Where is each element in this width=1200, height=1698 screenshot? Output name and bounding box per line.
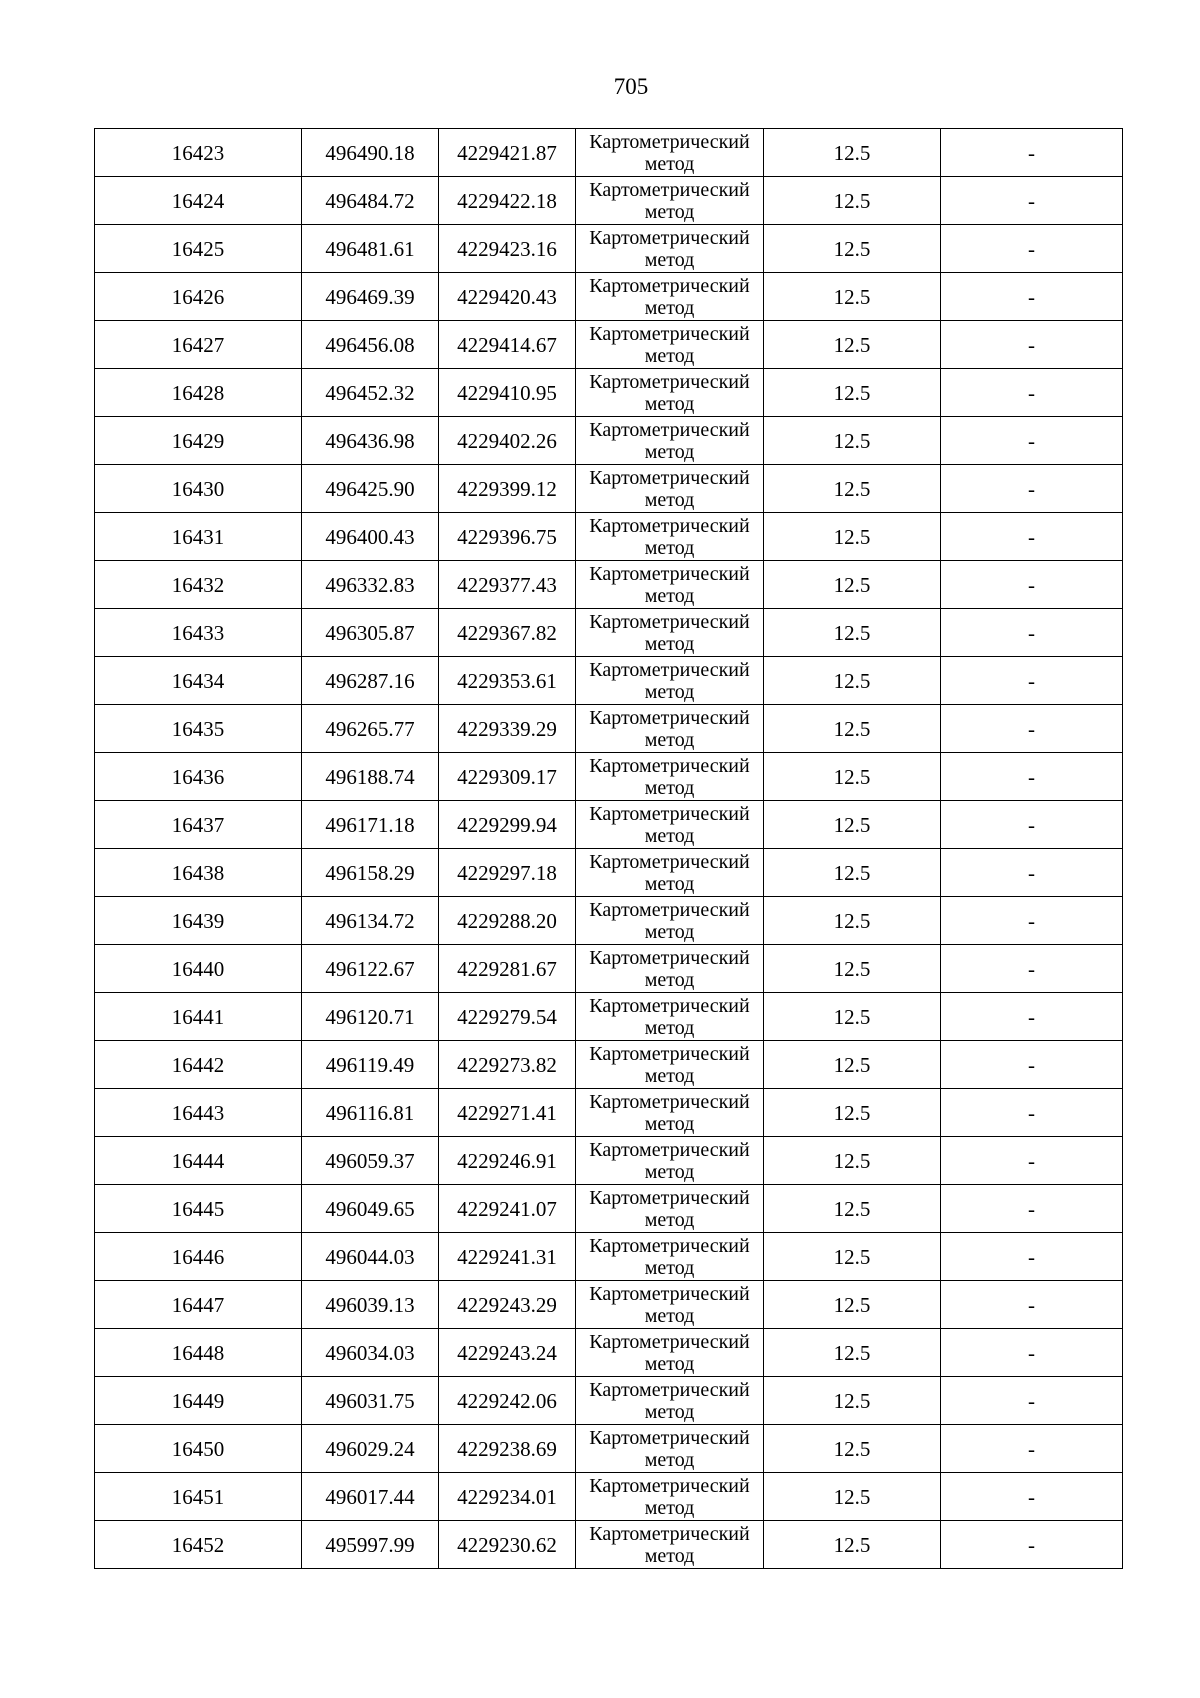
- table-row: [95, 561, 1123, 609]
- method-text-line2: метод: [644, 1353, 695, 1375]
- method-cell: [576, 945, 764, 993]
- point-number-cell: 16445: [95, 1185, 302, 1233]
- point-number-cell: 16446: [95, 1233, 302, 1281]
- table-row: [95, 1329, 1123, 1377]
- note-cell: -: [941, 417, 1123, 465]
- x-coordinate-cell: 496116.81: [302, 1089, 439, 1137]
- table-row: [95, 1041, 1123, 1089]
- table-row: [95, 993, 1123, 1041]
- note-cell: -: [941, 273, 1123, 321]
- y-coordinate-cell: 4229246.91: [439, 1137, 576, 1185]
- precision-cell: 12.5: [764, 609, 941, 657]
- method-text-line2: метод: [644, 1065, 695, 1087]
- method-cell: [576, 321, 764, 369]
- method-cell: [576, 129, 764, 177]
- method-text-line2: метод: [644, 1113, 695, 1135]
- x-coordinate-cell: 496044.03: [302, 1233, 439, 1281]
- point-number-cell: 16424: [95, 177, 302, 225]
- method-cell: [576, 1521, 764, 1569]
- precision-cell: 12.5: [764, 705, 941, 753]
- x-coordinate-cell: 495997.99: [302, 1521, 439, 1569]
- note-cell: -: [941, 1329, 1123, 1377]
- x-coordinate-cell: 496122.67: [302, 945, 439, 993]
- x-coordinate-cell: 496134.72: [302, 897, 439, 945]
- note-cell: -: [941, 1281, 1123, 1329]
- point-number-cell: 16425: [95, 225, 302, 273]
- y-coordinate-cell: 4229410.95: [439, 369, 576, 417]
- precision-cell: 12.5: [764, 1521, 941, 1569]
- x-coordinate-cell: 496332.83: [302, 561, 439, 609]
- method-cell: [576, 1089, 764, 1137]
- method-cell: [576, 1425, 764, 1473]
- method-text-line2: метод: [644, 969, 695, 991]
- note-cell: -: [941, 1137, 1123, 1185]
- table-row: [95, 129, 1123, 177]
- y-coordinate-cell: 4229309.17: [439, 753, 576, 801]
- method-text-line2: метод: [644, 633, 695, 655]
- method-text-line2: метод: [644, 681, 695, 703]
- method-text-line2: метод: [644, 537, 695, 559]
- precision-cell: 12.5: [764, 897, 941, 945]
- x-coordinate-cell: 496119.49: [302, 1041, 439, 1089]
- method-text-line1: Картометрический: [589, 1427, 750, 1449]
- precision-cell: 12.5: [764, 849, 941, 897]
- point-number-cell: 16452: [95, 1521, 302, 1569]
- point-number-cell: 16426: [95, 273, 302, 321]
- precision-cell: 12.5: [764, 561, 941, 609]
- x-coordinate-cell: 496305.87: [302, 609, 439, 657]
- method-text-line2: метод: [644, 585, 695, 607]
- point-number-cell: 16431: [95, 513, 302, 561]
- table-row: [95, 801, 1123, 849]
- point-number-cell: 16429: [95, 417, 302, 465]
- y-coordinate-cell: 4229241.07: [439, 1185, 576, 1233]
- x-coordinate-cell: 496452.32: [302, 369, 439, 417]
- point-number-cell: 16448: [95, 1329, 302, 1377]
- point-number-cell: 16437: [95, 801, 302, 849]
- page-number: 705: [613, 74, 649, 99]
- point-number-cell: 16442: [95, 1041, 302, 1089]
- precision-cell: 12.5: [764, 657, 941, 705]
- precision-cell: 12.5: [764, 1233, 941, 1281]
- method-text-line1: Картометрический: [589, 1379, 750, 1401]
- method-text-line1: Картометрический: [589, 1475, 750, 1497]
- table-row: [95, 657, 1123, 705]
- method-cell: [576, 1185, 764, 1233]
- x-coordinate-cell: 496481.61: [302, 225, 439, 273]
- y-coordinate-cell: 4229299.94: [439, 801, 576, 849]
- note-cell: -: [941, 849, 1123, 897]
- y-coordinate-cell: 4229339.29: [439, 705, 576, 753]
- method-text-line2: метод: [644, 921, 695, 943]
- y-coordinate-cell: 4229271.41: [439, 1089, 576, 1137]
- table-row: [95, 705, 1123, 753]
- precision-cell: 12.5: [764, 369, 941, 417]
- method-cell: [576, 1473, 764, 1521]
- table-row: [95, 177, 1123, 225]
- method-text-line1: Картометрический: [589, 707, 750, 729]
- method-text-line1: Картометрический: [589, 947, 750, 969]
- table-row: [95, 1425, 1123, 1473]
- point-number-cell: 16436: [95, 753, 302, 801]
- note-cell: -: [941, 945, 1123, 993]
- note-cell: -: [941, 1185, 1123, 1233]
- method-cell: [576, 1281, 764, 1329]
- method-text-line1: Картометрический: [589, 467, 750, 489]
- note-cell: -: [941, 561, 1123, 609]
- method-text-line1: Картометрический: [589, 899, 750, 921]
- note-cell: -: [941, 369, 1123, 417]
- y-coordinate-cell: 4229279.54: [439, 993, 576, 1041]
- x-coordinate-cell: 496120.71: [302, 993, 439, 1041]
- point-number-cell: 16447: [95, 1281, 302, 1329]
- method-text-line1: Картометрический: [589, 1235, 750, 1257]
- method-text-line2: метод: [644, 825, 695, 847]
- point-number-cell: 16428: [95, 369, 302, 417]
- y-coordinate-cell: 4229243.29: [439, 1281, 576, 1329]
- note-cell: -: [941, 1041, 1123, 1089]
- precision-cell: 12.5: [764, 1185, 941, 1233]
- note-cell: -: [941, 705, 1123, 753]
- x-coordinate-cell: 496049.65: [302, 1185, 439, 1233]
- method-text-line1: Картометрический: [589, 1331, 750, 1353]
- note-cell: -: [941, 1473, 1123, 1521]
- y-coordinate-cell: 4229420.43: [439, 273, 576, 321]
- precision-cell: 12.5: [764, 993, 941, 1041]
- method-cell: [576, 1137, 764, 1185]
- x-coordinate-cell: 496425.90: [302, 465, 439, 513]
- table-row: [95, 1185, 1123, 1233]
- precision-cell: 12.5: [764, 177, 941, 225]
- point-number-cell: 16432: [95, 561, 302, 609]
- method-cell: [576, 753, 764, 801]
- table-row: [95, 849, 1123, 897]
- method-cell: [576, 657, 764, 705]
- method-cell: [576, 849, 764, 897]
- method-text-line1: Картометрический: [589, 131, 750, 153]
- method-text-line2: метод: [644, 1497, 695, 1519]
- note-cell: -: [941, 897, 1123, 945]
- x-coordinate-cell: 496039.13: [302, 1281, 439, 1329]
- method-text-line2: метод: [644, 393, 695, 415]
- method-text-line1: Картометрический: [589, 1091, 750, 1113]
- x-coordinate-cell: 496484.72: [302, 177, 439, 225]
- point-number-cell: 16443: [95, 1089, 302, 1137]
- method-text-line2: метод: [644, 729, 695, 751]
- y-coordinate-cell: 4229238.69: [439, 1425, 576, 1473]
- precision-cell: 12.5: [764, 1329, 941, 1377]
- note-cell: -: [941, 1521, 1123, 1569]
- method-text-line2: метод: [644, 777, 695, 799]
- method-text-line2: метод: [644, 1401, 695, 1423]
- method-cell: [576, 513, 764, 561]
- x-coordinate-cell: 496469.39: [302, 273, 439, 321]
- precision-cell: 12.5: [764, 1137, 941, 1185]
- note-cell: -: [941, 609, 1123, 657]
- point-number-cell: 16439: [95, 897, 302, 945]
- point-number-cell: 16449: [95, 1377, 302, 1425]
- method-text-line2: метод: [644, 441, 695, 463]
- point-number-cell: 16435: [95, 705, 302, 753]
- note-cell: -: [941, 465, 1123, 513]
- method-cell: [576, 225, 764, 273]
- y-coordinate-cell: 4229241.31: [439, 1233, 576, 1281]
- table-row: [95, 1281, 1123, 1329]
- method-cell: [576, 1041, 764, 1089]
- y-coordinate-cell: 4229414.67: [439, 321, 576, 369]
- method-text-line2: метод: [644, 297, 695, 319]
- table-row: [95, 273, 1123, 321]
- method-cell: [576, 897, 764, 945]
- y-coordinate-cell: 4229367.82: [439, 609, 576, 657]
- method-text-line1: Картометрический: [589, 851, 750, 873]
- method-text-line2: метод: [644, 1305, 695, 1327]
- point-number-cell: 16441: [95, 993, 302, 1041]
- x-coordinate-cell: 496188.74: [302, 753, 439, 801]
- table-row: [95, 369, 1123, 417]
- method-text-line1: Картометрический: [589, 659, 750, 681]
- method-text-line1: Картометрический: [589, 515, 750, 537]
- point-number-cell: 16430: [95, 465, 302, 513]
- table-row: [95, 513, 1123, 561]
- method-text-line2: метод: [644, 1209, 695, 1231]
- note-cell: -: [941, 1377, 1123, 1425]
- y-coordinate-cell: 4229421.87: [439, 129, 576, 177]
- method-text-line1: Картометрический: [589, 1187, 750, 1209]
- x-coordinate-cell: 496029.24: [302, 1425, 439, 1473]
- method-cell: [576, 561, 764, 609]
- x-coordinate-cell: 496490.18: [302, 129, 439, 177]
- point-number-cell: 16451: [95, 1473, 302, 1521]
- y-coordinate-cell: 4229273.82: [439, 1041, 576, 1089]
- precision-cell: 12.5: [764, 1377, 941, 1425]
- x-coordinate-cell: 496031.75: [302, 1377, 439, 1425]
- y-coordinate-cell: 4229297.18: [439, 849, 576, 897]
- method-text-line1: Картометрический: [589, 275, 750, 297]
- point-number-cell: 16427: [95, 321, 302, 369]
- precision-cell: 12.5: [764, 753, 941, 801]
- note-cell: -: [941, 1089, 1123, 1137]
- note-cell: -: [941, 801, 1123, 849]
- x-coordinate-cell: 496158.29: [302, 849, 439, 897]
- precision-cell: 12.5: [764, 513, 941, 561]
- table-row: [95, 753, 1123, 801]
- x-coordinate-cell: 496265.77: [302, 705, 439, 753]
- method-text-line2: метод: [644, 873, 695, 895]
- method-text-line1: Картометрический: [589, 1139, 750, 1161]
- table-row: [95, 1233, 1123, 1281]
- y-coordinate-cell: 4229243.24: [439, 1329, 576, 1377]
- note-cell: -: [941, 129, 1123, 177]
- y-coordinate-cell: 4229423.16: [439, 225, 576, 273]
- table-row: [95, 1473, 1123, 1521]
- y-coordinate-cell: 4229402.26: [439, 417, 576, 465]
- method-text-line1: Картометрический: [589, 995, 750, 1017]
- method-text-line2: метод: [644, 345, 695, 367]
- x-coordinate-cell: 496400.43: [302, 513, 439, 561]
- table-row: [95, 1377, 1123, 1425]
- method-text-line2: метод: [644, 1449, 695, 1471]
- note-cell: -: [941, 225, 1123, 273]
- precision-cell: 12.5: [764, 945, 941, 993]
- precision-cell: 12.5: [764, 129, 941, 177]
- method-cell: [576, 465, 764, 513]
- note-cell: -: [941, 1233, 1123, 1281]
- precision-cell: 12.5: [764, 1473, 941, 1521]
- method-cell: [576, 177, 764, 225]
- method-cell: [576, 1329, 764, 1377]
- table-row: [95, 897, 1123, 945]
- method-text-line1: Картометрический: [589, 803, 750, 825]
- table-row: [95, 1521, 1123, 1569]
- point-number-cell: 16423: [95, 129, 302, 177]
- point-number-cell: 16444: [95, 1137, 302, 1185]
- note-cell: -: [941, 321, 1123, 369]
- point-number-cell: 16434: [95, 657, 302, 705]
- method-cell: [576, 705, 764, 753]
- note-cell: -: [941, 513, 1123, 561]
- note-cell: -: [941, 753, 1123, 801]
- method-cell: [576, 273, 764, 321]
- precision-cell: 12.5: [764, 1089, 941, 1137]
- method-cell: [576, 609, 764, 657]
- table-row: [95, 1137, 1123, 1185]
- coordinates-table: [94, 128, 1123, 1569]
- precision-cell: 12.5: [764, 273, 941, 321]
- y-coordinate-cell: 4229399.12: [439, 465, 576, 513]
- x-coordinate-cell: 496436.98: [302, 417, 439, 465]
- method-text-line1: Картометрический: [589, 371, 750, 393]
- table-row: [95, 945, 1123, 993]
- precision-cell: 12.5: [764, 1425, 941, 1473]
- table-row: [95, 417, 1123, 465]
- point-number-cell: 16450: [95, 1425, 302, 1473]
- method-text-line1: Картометрический: [589, 1283, 750, 1305]
- coordinates-table-body: [95, 129, 1123, 1569]
- method-cell: [576, 1377, 764, 1425]
- x-coordinate-cell: 496287.16: [302, 657, 439, 705]
- table-row: [95, 225, 1123, 273]
- method-cell: [576, 369, 764, 417]
- method-text-line2: метод: [644, 1017, 695, 1039]
- method-text-line1: Картометрический: [589, 611, 750, 633]
- y-coordinate-cell: 4229281.67: [439, 945, 576, 993]
- x-coordinate-cell: 496059.37: [302, 1137, 439, 1185]
- method-cell: [576, 417, 764, 465]
- table-row: [95, 465, 1123, 513]
- method-text-line1: Картометрический: [589, 179, 750, 201]
- table-row: [95, 609, 1123, 657]
- y-coordinate-cell: 4229396.75: [439, 513, 576, 561]
- precision-cell: 12.5: [764, 801, 941, 849]
- y-coordinate-cell: 4229422.18: [439, 177, 576, 225]
- note-cell: -: [941, 177, 1123, 225]
- table-row: [95, 1089, 1123, 1137]
- method-text-line2: метод: [644, 1545, 695, 1567]
- y-coordinate-cell: 4229230.62: [439, 1521, 576, 1569]
- method-text-line2: метод: [644, 1257, 695, 1279]
- precision-cell: 12.5: [764, 225, 941, 273]
- method-cell: [576, 993, 764, 1041]
- method-text-line1: Картометрический: [589, 1523, 750, 1545]
- method-text-line1: Картометрический: [589, 755, 750, 777]
- method-text-line2: метод: [644, 249, 695, 271]
- x-coordinate-cell: 496456.08: [302, 321, 439, 369]
- method-text-line2: метод: [644, 1161, 695, 1183]
- precision-cell: 12.5: [764, 1281, 941, 1329]
- precision-cell: 12.5: [764, 417, 941, 465]
- x-coordinate-cell: 496034.03: [302, 1329, 439, 1377]
- method-cell: [576, 1233, 764, 1281]
- note-cell: -: [941, 657, 1123, 705]
- y-coordinate-cell: 4229242.06: [439, 1377, 576, 1425]
- method-text-line1: Картометрический: [589, 323, 750, 345]
- precision-cell: 12.5: [764, 465, 941, 513]
- note-cell: -: [941, 993, 1123, 1041]
- method-text-line1: Картометрический: [589, 419, 750, 441]
- x-coordinate-cell: 496171.18: [302, 801, 439, 849]
- method-text-line2: метод: [644, 201, 695, 223]
- method-text-line1: Картометрический: [589, 563, 750, 585]
- y-coordinate-cell: 4229353.61: [439, 657, 576, 705]
- x-coordinate-cell: 496017.44: [302, 1473, 439, 1521]
- y-coordinate-cell: 4229288.20: [439, 897, 576, 945]
- table-row: [95, 321, 1123, 369]
- point-number-cell: 16433: [95, 609, 302, 657]
- point-number-cell: 16440: [95, 945, 302, 993]
- method-cell: [576, 801, 764, 849]
- precision-cell: 12.5: [764, 1041, 941, 1089]
- method-text-line2: метод: [644, 489, 695, 511]
- method-text-line2: метод: [644, 153, 695, 175]
- precision-cell: 12.5: [764, 321, 941, 369]
- y-coordinate-cell: 4229234.01: [439, 1473, 576, 1521]
- method-text-line1: Картометрический: [589, 1043, 750, 1065]
- y-coordinate-cell: 4229377.43: [439, 561, 576, 609]
- method-text-line1: Картометрический: [589, 227, 750, 249]
- note-cell: -: [941, 1425, 1123, 1473]
- point-number-cell: 16438: [95, 849, 302, 897]
